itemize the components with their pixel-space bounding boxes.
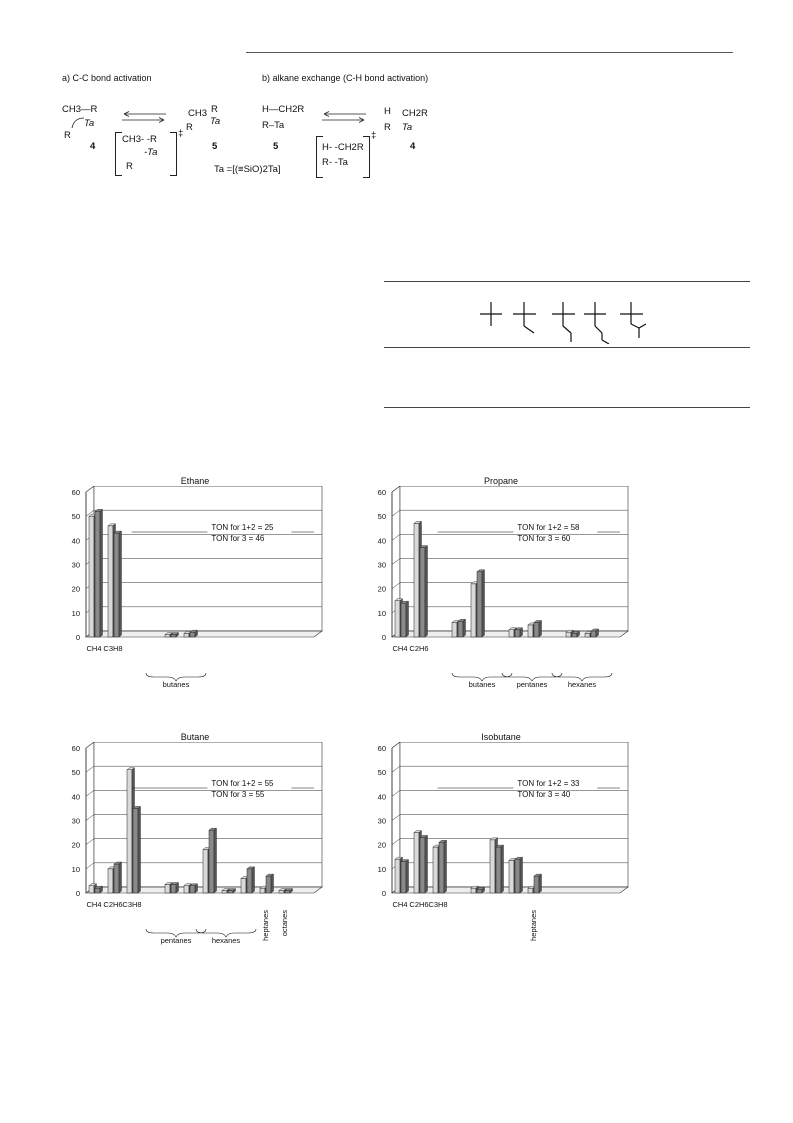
bar-side (539, 621, 542, 638)
bar (228, 891, 233, 893)
category-label: CH4 (86, 900, 102, 909)
y-tick-label: 30 (71, 560, 80, 570)
bar-side (425, 546, 428, 637)
y-tick-label: 10 (71, 608, 80, 618)
a-reactant-ta: Ta (84, 118, 95, 129)
group-label: hexanes (567, 680, 597, 689)
bar-side (214, 828, 217, 893)
bar (165, 885, 170, 893)
annotation-text: TON for 3 = 60 (517, 534, 571, 543)
bar (171, 635, 176, 637)
y-tick-label: 50 (71, 768, 80, 778)
bar (585, 633, 590, 637)
a-reactant-line1: CH3—R (62, 104, 98, 115)
a-ts-line1: CH3- -R (122, 134, 157, 145)
bar-side (271, 874, 274, 893)
a-equilibrium-arrows (118, 111, 170, 123)
annotation-text: TON for 3 = 55 (211, 790, 265, 799)
bar (89, 886, 94, 893)
chart-ethane (50, 476, 350, 716)
category-label: CH4 (392, 900, 408, 909)
table-structures (478, 296, 658, 344)
dimethylpentane-structure (552, 302, 575, 342)
category-label: C2H6 (409, 644, 429, 653)
a-ts-bracket-left (115, 132, 122, 176)
bar (566, 632, 571, 637)
dimethylhexane-structure (584, 302, 609, 344)
annotation-text: TON for 1+2 = 58 (517, 523, 580, 532)
bar (515, 859, 520, 893)
category-label: C3H8 (428, 900, 448, 909)
y-tick-label: 0 (75, 633, 80, 642)
bar (534, 623, 539, 638)
category-label: C3H8 (103, 644, 123, 653)
b-product-h: H (384, 106, 391, 117)
a-ts-r: R (126, 161, 133, 172)
bar (114, 533, 119, 637)
bar (439, 842, 444, 893)
bar (414, 523, 419, 637)
bar (127, 770, 132, 893)
y-tick-label: 40 (71, 536, 80, 546)
bar-side (520, 857, 523, 893)
bar (420, 548, 425, 637)
a-reactant-number: 4 (90, 141, 96, 152)
bar (528, 888, 533, 893)
neopentane-structure (480, 302, 502, 326)
chart-propane (356, 476, 656, 716)
y-tick-label: 40 (377, 792, 386, 802)
bar (534, 876, 539, 893)
bar (509, 630, 514, 637)
category-label: CH4 (392, 644, 408, 653)
bar (401, 603, 406, 637)
b-reactant-line2: R–Ta (262, 120, 285, 131)
category-label: heptanes (529, 910, 538, 941)
a-product-r1: R (211, 104, 218, 115)
bar (496, 847, 501, 893)
b-equilibrium-arrows (318, 111, 370, 123)
bar (401, 862, 406, 893)
b-product-number: 4 (410, 141, 416, 152)
y-tick-label: 50 (377, 768, 386, 778)
y-tick-label: 60 (71, 488, 80, 497)
chart-butane (50, 732, 350, 972)
scheme-a-title: a) C-C bond activation (62, 73, 152, 83)
bar (477, 572, 482, 637)
bar-side (463, 619, 466, 637)
dimethylbutane-structure (513, 302, 536, 333)
y-tick-label: 50 (377, 512, 386, 522)
b-reactant-line1: H—CH2R (262, 104, 305, 115)
chart-propane-svg (356, 486, 656, 711)
annotation-text: TON for 3 = 40 (517, 790, 571, 799)
bar-side (119, 862, 122, 893)
bar (395, 859, 400, 893)
y-tick-label: 30 (71, 816, 80, 826)
bar (222, 891, 227, 893)
chart-butane-svg (50, 742, 350, 967)
bar-side (176, 883, 179, 893)
category-label: C2H6 (409, 900, 429, 909)
table-rule-top (384, 281, 750, 282)
bar-side (406, 601, 409, 637)
b-ts-dagger: ‡ (371, 130, 377, 141)
a-product-ta: Ta (210, 116, 221, 127)
a-ts-bracket-right (170, 132, 177, 176)
annotation-text: TON for 1+2 = 55 (211, 779, 274, 788)
bar (572, 633, 577, 637)
bar (471, 888, 476, 893)
bar (108, 526, 113, 637)
group-label: hexanes (211, 936, 241, 945)
bar (209, 830, 214, 893)
bar (108, 869, 113, 893)
bar-side (138, 806, 141, 893)
bar (471, 584, 476, 637)
category-label: octanes (280, 910, 289, 937)
y-tick-label: 60 (377, 488, 386, 497)
y-tick-label: 0 (381, 889, 386, 898)
b-product-ta: Ta (402, 122, 413, 133)
b-ts-bracket-right (363, 136, 370, 178)
bar (247, 869, 252, 893)
table-rule-bottom (384, 407, 750, 408)
b-product-ch2r: CH2R (402, 108, 428, 119)
ta-definition: Ta =[(≡SiO)2Ta] (214, 164, 281, 175)
bar-side (444, 840, 447, 893)
a-ts-ta: -Ta (144, 147, 158, 158)
bar (509, 860, 514, 893)
bar (95, 511, 100, 637)
bar (89, 516, 94, 637)
y-tick-label: 40 (377, 536, 386, 546)
annotation-text: TON for 1+2 = 33 (517, 779, 580, 788)
table-rule-middle (384, 347, 750, 348)
category-label: C3H8 (122, 900, 142, 909)
bar (241, 879, 246, 894)
category-label: CH4 (86, 644, 102, 653)
bar (433, 847, 438, 893)
a-product-number: 5 (212, 141, 218, 152)
chart-isobutane-svg (356, 742, 656, 967)
bar (528, 625, 533, 637)
y-tick-label: 60 (377, 744, 386, 753)
bar (279, 891, 284, 893)
y-tick-label: 0 (75, 889, 80, 898)
y-tick-label: 40 (71, 792, 80, 802)
trimethylpentane-structure (620, 302, 646, 338)
y-tick-label: 20 (377, 584, 386, 594)
group-label: butanes (162, 680, 190, 689)
bar (165, 635, 170, 637)
bar-side (252, 867, 255, 893)
bar (133, 808, 138, 893)
annotation-text: TON for 1+2 = 25 (211, 523, 274, 532)
b-ts-line2: R- -Ta (322, 157, 348, 168)
a-product-r2: R (186, 122, 193, 133)
chart-ethane-svg (50, 486, 350, 711)
bar (515, 630, 520, 637)
bar (203, 850, 208, 894)
annotation-text: TON for 3 = 46 (211, 534, 265, 543)
bar-side (100, 509, 103, 637)
chart-title: Ethane (180, 476, 210, 486)
bar (395, 601, 400, 637)
a-product-ch3: CH3 (188, 108, 208, 119)
y-tick-label: 30 (377, 816, 386, 826)
a-ts-dagger: ‡ (178, 128, 184, 139)
scheme-b-title: b) alkane exchange (C-H bond activation) (262, 73, 429, 83)
header-rule (246, 52, 733, 53)
bar-side (501, 845, 504, 893)
bar (260, 888, 265, 893)
b-product-r: R (384, 122, 391, 133)
y-tick-label: 0 (381, 633, 386, 642)
bar (95, 888, 100, 893)
y-tick-label: 10 (377, 608, 386, 618)
group-label: pentanes (516, 680, 548, 689)
bar (458, 621, 463, 637)
y-tick-label: 50 (71, 512, 80, 522)
bar (420, 837, 425, 893)
y-tick-label: 10 (71, 864, 80, 874)
bar-side (425, 835, 428, 893)
category-label: heptanes (261, 910, 270, 941)
chart-title: Propane (483, 476, 519, 486)
bar (490, 840, 495, 893)
y-tick-label: 10 (377, 864, 386, 874)
y-tick-label: 20 (71, 584, 80, 594)
bar-side (482, 570, 485, 637)
bar-side (539, 874, 542, 893)
bar (184, 886, 189, 893)
category-label: C2H6 (103, 900, 123, 909)
bar (114, 864, 119, 893)
b-reactant-number: 5 (273, 141, 279, 152)
bar (591, 631, 596, 637)
bar (285, 891, 290, 893)
y-tick-label: 60 (71, 744, 80, 753)
group-label: pentanes (160, 936, 192, 945)
bar (190, 886, 195, 893)
bar (414, 833, 419, 893)
bar-side (406, 860, 409, 893)
b-ts-line1: H- -CH2R (322, 142, 364, 153)
bar (171, 885, 176, 893)
bar-side (119, 531, 122, 637)
chart-title: Butane (180, 732, 210, 742)
bar (452, 623, 457, 638)
bar (190, 632, 195, 637)
chart-isobutane (356, 732, 656, 972)
bar (477, 889, 482, 893)
group-label: butanes (468, 680, 496, 689)
y-tick-label: 20 (71, 840, 80, 850)
bar (266, 876, 271, 893)
chart-title: Isobutane (481, 732, 521, 742)
y-tick-label: 30 (377, 560, 386, 570)
a-reactant-r: R (64, 130, 71, 141)
bar (184, 633, 189, 637)
y-tick-label: 20 (377, 840, 386, 850)
